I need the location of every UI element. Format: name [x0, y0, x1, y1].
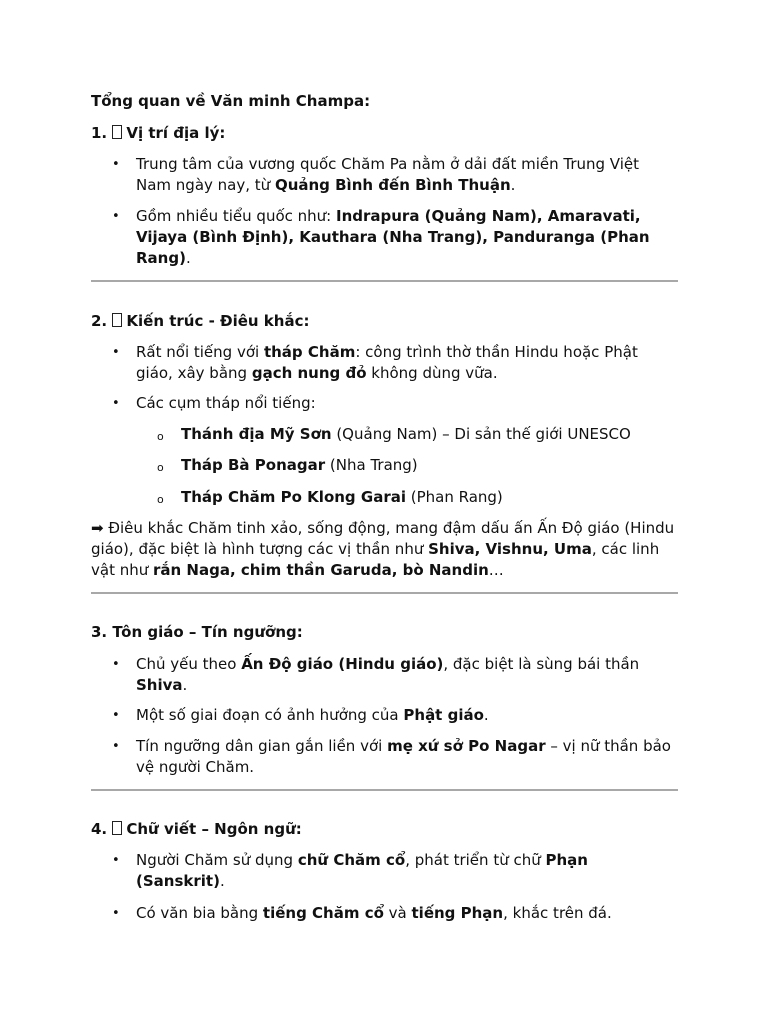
sub-list-item: o Tháp Chăm Po Klong Garai (Phan Rang): [181, 487, 681, 508]
placeholder-glyph-icon: [112, 125, 122, 139]
section-2-title: Kiến trúc - Điêu khắc:: [126, 312, 310, 330]
section-divider: [91, 592, 678, 594]
list-item: • Gồm nhiều tiểu quốc như: Indrapura (Quảng Nam), Amaravati, Vijaya (Bình Định), Kauthara (Nha Trang), Panduranga (Phan Rang).: [136, 206, 676, 269]
section-divider: [91, 789, 678, 791]
list-item: • Trung tâm của vương quốc Chăm Pa nằm ở dải đất miền Trung Việt Nam ngày nay, từ Quảng Bình đến Bình Thuận.: [136, 154, 676, 196]
section-4-title: Chữ viết – Ngôn ngữ:: [126, 820, 302, 838]
section-1-heading: [91, 123, 679, 144]
list-item: • Một số giai đoạn có ảnh hưởng của Phật giáo.: [136, 705, 676, 726]
section-4-number: 4.: [91, 820, 108, 838]
list-item: • Người Chăm sử dụng chữ Chăm cổ, phát triển từ chữ Phạn (Sanskrit).: [136, 850, 676, 892]
placeholder-glyph-icon: [112, 313, 122, 327]
section-2-number: 2.: [91, 312, 108, 330]
list-item: • Rất nổi tiếng với tháp Chăm: công trình thờ thần Hindu hoặc Phật giáo, xây bằng gạch nung đỏ không dùng vữa.: [136, 342, 676, 384]
section-2-heading: [91, 311, 679, 332]
sub-list-item: o Tháp Bà Ponagar (Nha Trang): [181, 455, 681, 476]
list-item: • Có văn bia bằng tiếng Chăm cổ và tiếng Phạn, khắc trên đá.: [136, 903, 676, 924]
list-item: • Các cụm tháp nổi tiếng:: [136, 393, 676, 414]
list-item: • Tín ngưỡng dân gian gắn liền với mẹ xứ sở Po Nagar – vị nữ thần bảo vệ người Chăm.: [136, 736, 676, 778]
sculpture-paragraph: ➡ Điêu khắc Chăm tinh xảo, sống động, mang đậm dấu ấn Ấn Độ giáo (Hindu giáo), đặc biệt là hình tượng các vị thần như Shiva, Vishnu, Uma, các linh vật như rắn Naga, chim thần Garuda, bò Nandin…: [91, 519, 675, 579]
section-divider: [91, 280, 678, 282]
placeholder-glyph-icon: [112, 821, 122, 835]
section-1-number: 1.: [91, 124, 108, 142]
sub-list-item: o Thánh địa Mỹ Sơn (Quảng Nam) – Di sản thế giới UNESCO: [181, 424, 681, 445]
section-1-title: Vị trí địa lý:: [126, 124, 226, 142]
list-item: • Chủ yếu theo Ấn Độ giáo (Hindu giáo), đặc biệt là sùng bái thần Shiva.: [136, 654, 676, 696]
section-3-heading: 3. Tôn giáo – Tín ngưỡng:: [91, 623, 303, 641]
document-title: Tổng quan về Văn minh Champa:: [91, 92, 371, 110]
section-4-heading: [91, 819, 679, 840]
